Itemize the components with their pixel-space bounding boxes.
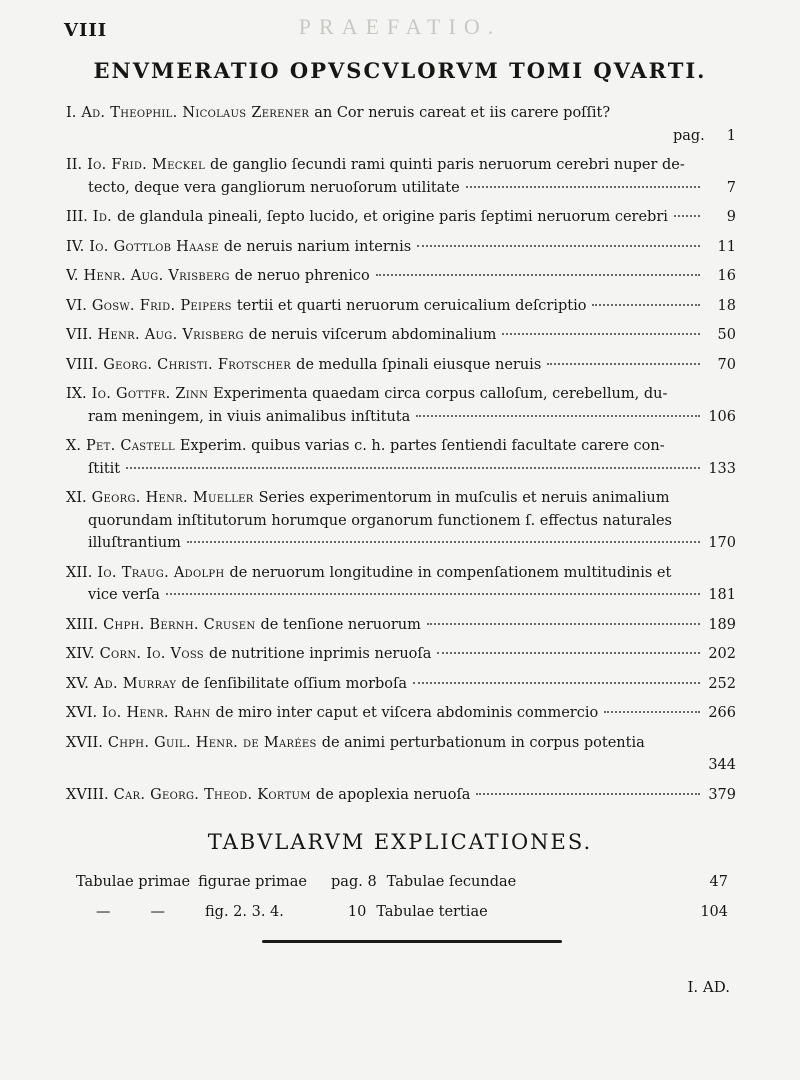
decorative-rule	[262, 940, 562, 943]
page-ref: 202	[708, 646, 736, 662]
page-ref: 266	[708, 705, 736, 721]
page-ref: 133	[708, 460, 736, 477]
toc-entry	[66, 643, 736, 666]
page-ref: 10	[347, 904, 367, 920]
ditto-mark: —	[150, 904, 165, 920]
toc-entry	[66, 435, 736, 480]
page-ref: 18	[717, 297, 736, 314]
toc-entry	[66, 784, 736, 807]
toc-entry	[66, 673, 736, 696]
entry-title: de neruorum longitudine in compenſationem multitudinis et	[229, 564, 672, 581]
entry-author: Ad. Murray	[93, 675, 177, 692]
toc-entry	[66, 562, 736, 607]
entry-author: Corn. Io. Voss	[99, 646, 204, 662]
toc-entry	[66, 295, 736, 318]
entry-title: Experimenta quaedam circa corpus calloſum, cerebellum, du-	[213, 386, 668, 402]
figure-label: fig. 2. 3. 4.	[205, 904, 284, 920]
dot-leader	[413, 682, 700, 684]
entry-author: Gosw. Frid. Peipers	[91, 297, 232, 314]
ghost-running-head: PRAEFATIO.	[298, 14, 502, 39]
entry-title: tecto, deque vera gangliorum neruoſorum utilitate	[88, 179, 460, 196]
toc-entry	[66, 324, 736, 347]
page-number: VIII	[64, 20, 108, 41]
entry-title: de apoplexia neruoſa	[315, 786, 471, 803]
page-ref: 344	[708, 757, 736, 773]
dot-leader	[187, 541, 700, 543]
entry-number: VIII.	[66, 356, 99, 373]
dot-leader	[476, 793, 700, 795]
entry-title: de nutritione inprimis neruoſa	[208, 646, 432, 662]
entry-author: Io. Gottfr. Zinn	[91, 386, 209, 402]
tabulae-row-2	[76, 904, 728, 920]
dot-leader	[547, 363, 700, 365]
page-ref: 16	[717, 268, 736, 284]
entry-number: X.	[66, 438, 81, 454]
entry-author: Chph. Bernh. Crusen	[103, 616, 256, 633]
entry-number: XI.	[66, 490, 87, 506]
page-title: ENVMERATIO OPVSCVLORVM TOMI QVARTI.	[93, 58, 707, 83]
entry-author: Id.	[92, 209, 113, 225]
entry-title: an Cor neruis careat et iis carere poſſit?	[314, 105, 611, 121]
entry-title: de glandula pineali, ſepto lucido, et origine paris ſeptimi neruorum cerebri	[117, 209, 668, 225]
entry-author: Georg. Christi. Frotscher	[103, 356, 292, 373]
dot-leader	[417, 245, 700, 247]
toc-entry	[66, 702, 736, 725]
dot-leader	[592, 304, 700, 306]
entry-title: tertii et quarti neruorum ceruicalium deſcriptio	[236, 297, 587, 314]
entry-author: Henr. Aug. Vrisberg	[97, 327, 244, 343]
entry-author: Io. Traug. Adolph	[97, 564, 225, 581]
entry-title: quorundam inſtitutorum horumque organorum functionem ſ. effectus naturales	[88, 512, 672, 529]
toc-entry	[66, 354, 736, 377]
tabulae-row-1	[76, 874, 728, 890]
entry-author: Henr. Aug. Vrisberg	[83, 268, 230, 284]
entry-number: I.	[66, 105, 77, 121]
entry-number: IV.	[66, 238, 85, 255]
entry-author: Car. Georg. Theod. Kortum	[113, 786, 311, 803]
figure-label: figurae primae	[198, 874, 308, 890]
entry-title: vice verſa	[88, 587, 160, 603]
entry-author: Io. Frid. Meckel	[87, 157, 206, 173]
entry-number: XVIII.	[66, 786, 109, 803]
entry-title: de neruis narium internis	[223, 238, 412, 255]
dot-leader	[502, 333, 700, 335]
entry-title: de ganglio ſecundi rami quinti paris neruorum cerebri nuper de-	[210, 157, 685, 173]
toc-entry	[66, 102, 736, 147]
entry-number: III.	[66, 209, 88, 225]
entry-title: de animi perturbationum in corpus potentia	[321, 734, 645, 751]
toc-entry	[66, 487, 736, 555]
entry-author: Georg. Henr. Mueller	[91, 490, 254, 506]
entry-title: Experim. quibus varias c. h. partes ſentiendi facultate carere con-	[179, 438, 665, 454]
entry-number: XVII.	[66, 734, 103, 751]
entry-number: XIII.	[66, 616, 99, 633]
entry-title: de miro inter caput et viſcera abdominis commercio	[215, 705, 599, 721]
dot-leader	[674, 215, 700, 217]
dot-leader	[376, 274, 700, 276]
entry-title: de tenſione neruorum	[260, 616, 421, 633]
page-prefix: pag.	[672, 127, 705, 144]
entry-number: II.	[66, 157, 83, 173]
ditto-mark: —	[96, 904, 111, 920]
toc-entry	[66, 206, 736, 229]
dot-leader	[466, 186, 700, 188]
page-ref: 106	[708, 408, 736, 425]
entry-number: XII.	[66, 564, 93, 581]
page-ref: 170	[708, 535, 736, 551]
entry-author: Io. Henr. Rahn	[102, 705, 211, 721]
toc-entry	[66, 383, 736, 428]
dot-leader	[166, 593, 700, 595]
table-of-contents	[66, 102, 736, 813]
page-ref: 11	[717, 238, 736, 255]
tabulae-label: Tabulae tertiae	[376, 904, 488, 920]
entry-title: illuſtrantium	[88, 535, 181, 551]
tabulae-label: Tabulae ſecundae	[386, 874, 517, 890]
page-ref: 104	[700, 904, 728, 920]
page-ref: 1	[726, 127, 736, 144]
toc-entry	[66, 265, 736, 288]
dot-leader	[604, 711, 700, 713]
entry-title: ſtitit	[88, 460, 121, 477]
entry-number: VII.	[66, 327, 93, 343]
dot-leader	[427, 623, 700, 625]
entry-number: IX.	[66, 386, 87, 402]
page-ref: 189	[708, 616, 736, 633]
catchword: I. AD.	[687, 978, 730, 996]
toc-entry	[66, 154, 736, 199]
entry-title: ram meningem, in viuis animalibus inſtituta	[88, 408, 411, 425]
entry-title: Series experimentorum in muſculis et neruis animalium	[258, 490, 670, 506]
dot-leader	[126, 467, 700, 469]
entry-number: XIV.	[66, 646, 95, 662]
page-ref: pag. 8	[331, 874, 377, 890]
tabulae-label: Tabulae primae	[76, 874, 191, 890]
entry-author: Ad. Theophil. Nicolaus Zerener	[81, 105, 310, 121]
page-ref: 252	[708, 675, 736, 692]
toc-entry	[66, 614, 736, 637]
entry-number: VI.	[66, 297, 87, 314]
page-ref: 47	[709, 874, 728, 890]
page-ref: 181	[708, 587, 736, 603]
page-ref: 7	[726, 179, 736, 196]
section-title: TABVLARVM EXPLICATIONES.	[207, 830, 593, 854]
entry-title: de ſenſibilitate oſſium morboſa	[181, 675, 408, 692]
entry-title: de neruis viſcerum abdominalium	[248, 327, 497, 343]
entry-title: de neruo phrenico	[234, 268, 370, 284]
page-ref: 9	[726, 209, 736, 225]
entry-number: V.	[66, 268, 79, 284]
page-ref: 70	[717, 356, 736, 373]
entry-number: XV.	[66, 675, 89, 692]
dot-leader	[437, 652, 700, 654]
entry-author: Pet. Castell	[85, 438, 175, 454]
entry-number: XVI.	[66, 705, 98, 721]
entry-author: Chph. Guil. Henr. de Marées	[107, 734, 317, 751]
page-ref: 50	[717, 327, 736, 343]
dot-leader	[416, 415, 700, 417]
toc-entry	[66, 236, 736, 259]
entry-author: Io. Gottlob Haase	[89, 238, 219, 255]
toc-entry	[66, 732, 736, 777]
page-ref: 379	[708, 786, 736, 803]
entry-title: de medulla ſpinali eiusque neruis	[296, 356, 542, 373]
